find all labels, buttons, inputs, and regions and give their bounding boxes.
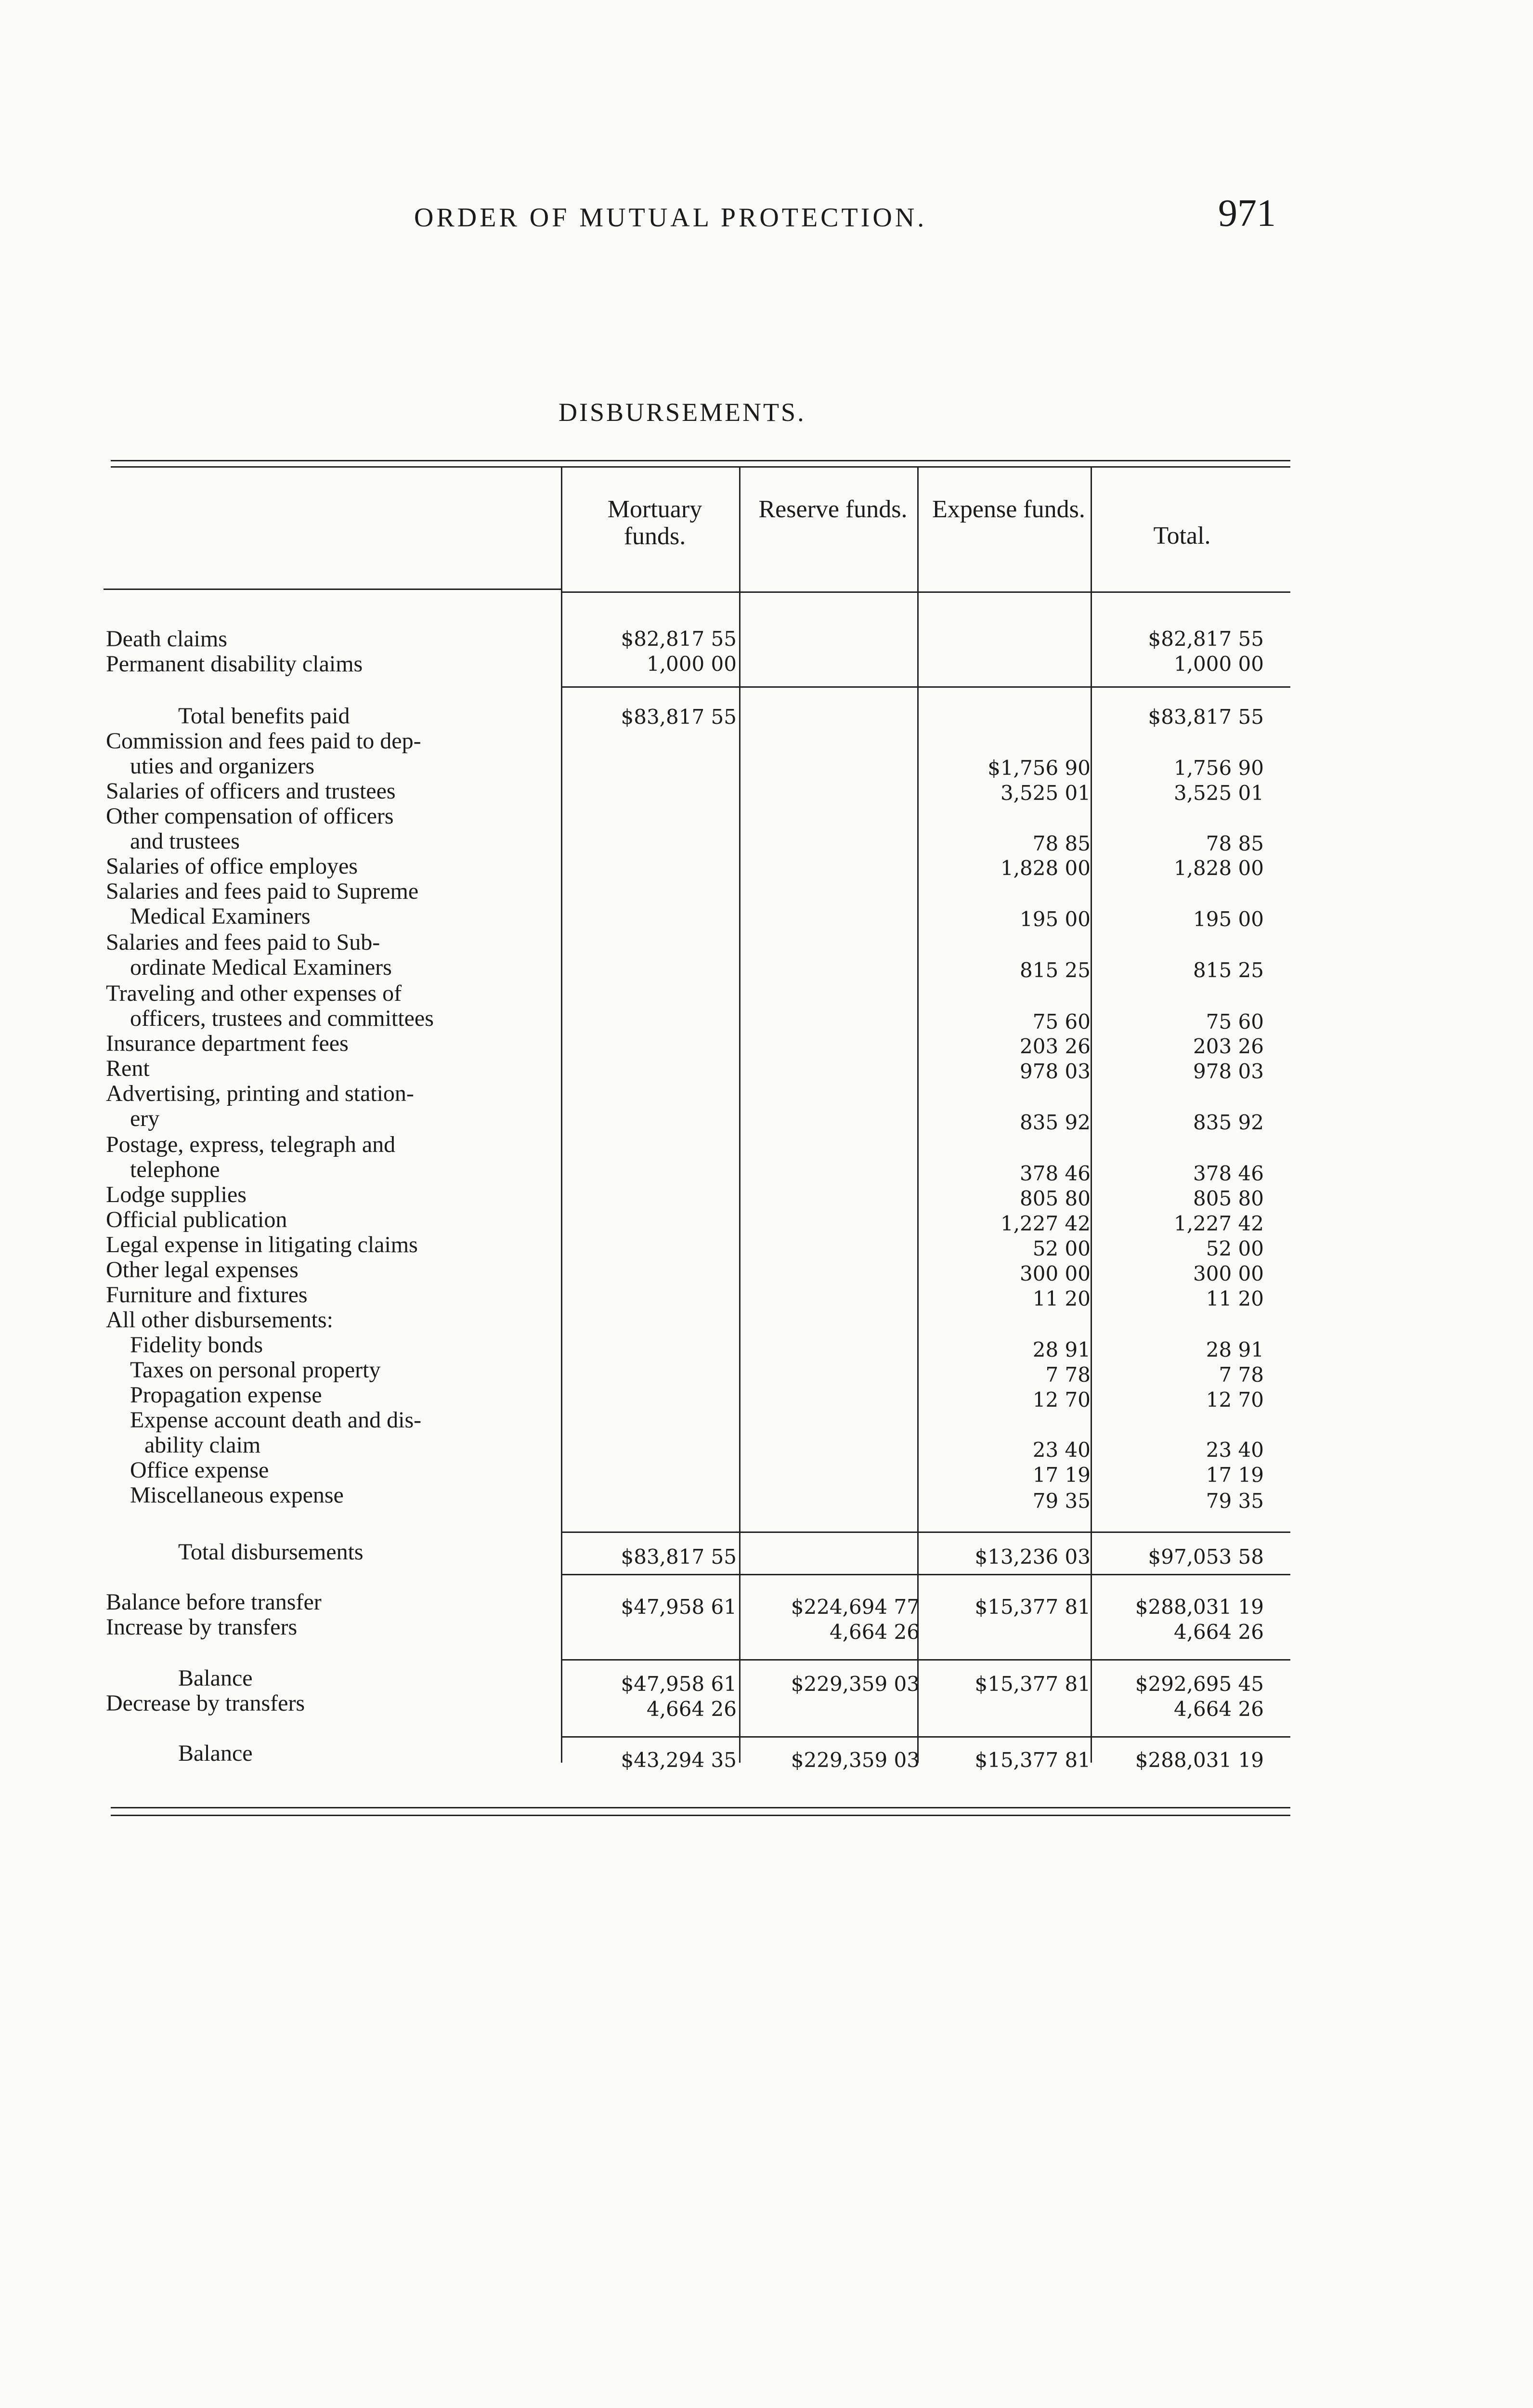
total-value: 378 46 xyxy=(1193,1162,1264,1185)
total-value: 815 25 xyxy=(1193,958,1264,982)
reserve-value: $224,694 77 xyxy=(791,1595,920,1619)
row-label: Salaries and fees paid to Sub- xyxy=(106,929,380,955)
column-divider-4 xyxy=(1091,467,1092,1763)
expense-value: 835 92 xyxy=(1020,1111,1091,1134)
table-bottom-rule-2 xyxy=(111,1815,1290,1816)
expense-value: $15,377 81 xyxy=(974,1672,1091,1696)
expense-value: 300 00 xyxy=(1020,1262,1091,1285)
row-label: All other disbursements: xyxy=(106,1307,333,1333)
expense-value: 78 85 xyxy=(1032,832,1091,855)
balance-rule-2 xyxy=(562,1736,1290,1738)
row-label: Traveling and other expenses of xyxy=(106,981,402,1006)
total-value: 195 00 xyxy=(1193,907,1264,931)
subtotal-rule xyxy=(562,686,1290,688)
expense-value: 7 78 xyxy=(1045,1363,1091,1387)
balance-rule xyxy=(562,1659,1290,1661)
row-label-continued: officers, trustees and committees xyxy=(130,1006,434,1031)
mortuary-value: $83,817 55 xyxy=(621,705,737,729)
expense-value: 805 80 xyxy=(1020,1187,1091,1210)
row-label: Death claims xyxy=(106,626,227,652)
row-label: Increase by transfers xyxy=(106,1614,298,1640)
expense-value: 28 91 xyxy=(1032,1338,1091,1361)
row-label-continued: uties and organizers xyxy=(130,753,314,779)
column-divider-1 xyxy=(561,467,562,1763)
row-label-continued: ability claim xyxy=(144,1432,261,1458)
column-header-expense: Expense funds. xyxy=(932,496,1085,523)
row-label: Advertising, printing and station- xyxy=(106,1081,414,1106)
row-label: Postage, express, telegraph and xyxy=(106,1132,396,1157)
total-value: $82,817 55 xyxy=(1148,627,1264,651)
expense-value: 23 40 xyxy=(1032,1438,1091,1462)
row-label: Salaries of officers and trustees xyxy=(106,778,396,804)
expense-value: $13,236 03 xyxy=(974,1545,1091,1569)
expense-value: 378 46 xyxy=(1020,1162,1091,1185)
row-label: Decrease by transfers xyxy=(106,1690,305,1716)
expense-value: $15,377 81 xyxy=(974,1748,1091,1772)
expense-value: 11 20 xyxy=(1032,1287,1091,1310)
table-bottom-rule-1 xyxy=(111,1807,1290,1808)
total-value: 300 00 xyxy=(1193,1262,1264,1285)
row-label: Balance xyxy=(178,1741,253,1766)
total-value: 1,828 00 xyxy=(1173,856,1264,880)
section-title: DISBURSEMENTS. xyxy=(559,398,806,427)
expense-value: 75 60 xyxy=(1032,1010,1091,1034)
column-divider-3 xyxy=(917,467,919,1763)
expense-value: $15,377 81 xyxy=(974,1595,1091,1619)
total-rule-under xyxy=(562,1574,1290,1575)
total-value: $97,053 58 xyxy=(1148,1545,1264,1569)
total-value: 203 26 xyxy=(1193,1034,1264,1058)
total-value: 75 60 xyxy=(1206,1010,1264,1034)
row-label: Balance xyxy=(178,1665,253,1691)
row-label-continued: ery xyxy=(130,1106,160,1131)
expense-value: 17 19 xyxy=(1032,1463,1091,1487)
expense-value: 79 35 xyxy=(1032,1489,1091,1513)
total-value: 11 20 xyxy=(1206,1287,1264,1310)
running-header: ORDER OF MUTUAL PROTECTION. xyxy=(414,203,927,233)
page-number: 971 xyxy=(1218,192,1276,235)
total-value: 28 91 xyxy=(1206,1338,1264,1361)
row-label: Taxes on personal property xyxy=(130,1357,381,1383)
total-value: 79 35 xyxy=(1206,1489,1264,1513)
mortuary-value: $83,817 55 xyxy=(621,1545,737,1569)
row-label-continued: and trustees xyxy=(130,828,240,854)
table-top-rule-1 xyxy=(111,460,1290,461)
total-rule xyxy=(562,1531,1290,1533)
column-header-mortuary: Mortuary funds. xyxy=(607,496,702,550)
reserve-value: $229,359 03 xyxy=(791,1748,920,1772)
row-label: Total disbursements xyxy=(178,1539,364,1565)
total-value: 1,227 42 xyxy=(1173,1212,1264,1235)
row-label: Propagation expense xyxy=(130,1382,322,1408)
row-label-continued: telephone xyxy=(130,1157,220,1182)
row-label: Total benefits paid xyxy=(178,703,350,729)
expense-value: 3,525 01 xyxy=(1000,781,1091,805)
total-value: 978 03 xyxy=(1193,1060,1264,1083)
column-header-reserve: Reserve funds. xyxy=(758,496,908,523)
total-value: 3,525 01 xyxy=(1173,781,1264,805)
row-label: Commission and fees paid to dep- xyxy=(106,728,421,754)
total-value: 1,000 00 xyxy=(1173,652,1264,676)
total-value: 78 85 xyxy=(1206,832,1264,855)
row-label: Other legal expenses xyxy=(106,1257,299,1283)
expense-value: 203 26 xyxy=(1020,1034,1091,1058)
total-value: $292,695 45 xyxy=(1135,1672,1264,1696)
mortuary-value: 4,664 26 xyxy=(646,1697,737,1721)
mortuary-value: $82,817 55 xyxy=(621,627,737,651)
header-underline xyxy=(104,589,561,590)
total-value: $83,817 55 xyxy=(1148,705,1264,729)
total-value: $288,031 19 xyxy=(1135,1595,1264,1619)
mortuary-value: $43,294 35 xyxy=(621,1748,737,1772)
row-label: Miscellaneous expense xyxy=(130,1482,344,1508)
total-value: 4,664 26 xyxy=(1173,1620,1264,1644)
total-value: $288,031 19 xyxy=(1135,1748,1264,1772)
reserve-value: 4,664 26 xyxy=(829,1620,920,1644)
row-label: Furniture and fixtures xyxy=(106,1282,308,1308)
column-header-total: Total. xyxy=(1153,522,1211,550)
mortuary-value: $47,958 61 xyxy=(621,1672,737,1696)
expense-value: 195 00 xyxy=(1020,907,1091,931)
expense-value: 12 70 xyxy=(1032,1388,1091,1412)
row-label: Salaries and fees paid to Supreme xyxy=(106,878,419,904)
total-value: 7 78 xyxy=(1219,1363,1264,1387)
total-value: 52 00 xyxy=(1206,1237,1264,1260)
total-value: 805 80 xyxy=(1193,1187,1264,1210)
row-label: Insurance department fees xyxy=(106,1031,349,1056)
total-value: 1,756 90 xyxy=(1173,756,1264,780)
row-label: Official publication xyxy=(106,1207,287,1232)
row-label: Expense account death and dis- xyxy=(130,1407,422,1433)
total-value: 17 19 xyxy=(1206,1463,1264,1487)
row-label: Salaries of office employes xyxy=(106,853,358,879)
column-divider-2 xyxy=(739,467,741,1763)
table-top-rule-2 xyxy=(111,466,1290,468)
expense-value: 52 00 xyxy=(1032,1237,1091,1260)
reserve-value: $229,359 03 xyxy=(791,1672,920,1696)
row-label: Office expense xyxy=(130,1457,269,1483)
expense-value: $1,756 90 xyxy=(987,756,1091,780)
expense-value: 815 25 xyxy=(1020,958,1091,982)
total-value: 835 92 xyxy=(1193,1111,1264,1134)
row-label: Legal expense in litigating claims xyxy=(106,1232,418,1257)
row-label-continued: ordinate Medical Examiners xyxy=(130,955,392,980)
row-label: Other compensation of officers xyxy=(106,803,394,829)
row-label: Rent xyxy=(106,1056,150,1081)
mortuary-value: 1,000 00 xyxy=(646,652,737,676)
row-label: Lodge supplies xyxy=(106,1182,247,1207)
row-label: Fidelity bonds xyxy=(130,1332,263,1358)
row-label-continued: Medical Examiners xyxy=(130,903,311,929)
total-value: 12 70 xyxy=(1206,1388,1264,1412)
total-value: 23 40 xyxy=(1206,1438,1264,1462)
expense-value: 1,227 42 xyxy=(1000,1212,1091,1235)
row-label: Balance before transfer xyxy=(106,1589,322,1615)
row-label: Permanent disability claims xyxy=(106,651,363,677)
expense-value: 1,828 00 xyxy=(1000,856,1091,880)
mortuary-value: $47,958 61 xyxy=(621,1595,737,1619)
expense-value: 978 03 xyxy=(1020,1060,1091,1083)
header-underline-cols xyxy=(562,591,1290,593)
total-value: 4,664 26 xyxy=(1173,1697,1264,1721)
